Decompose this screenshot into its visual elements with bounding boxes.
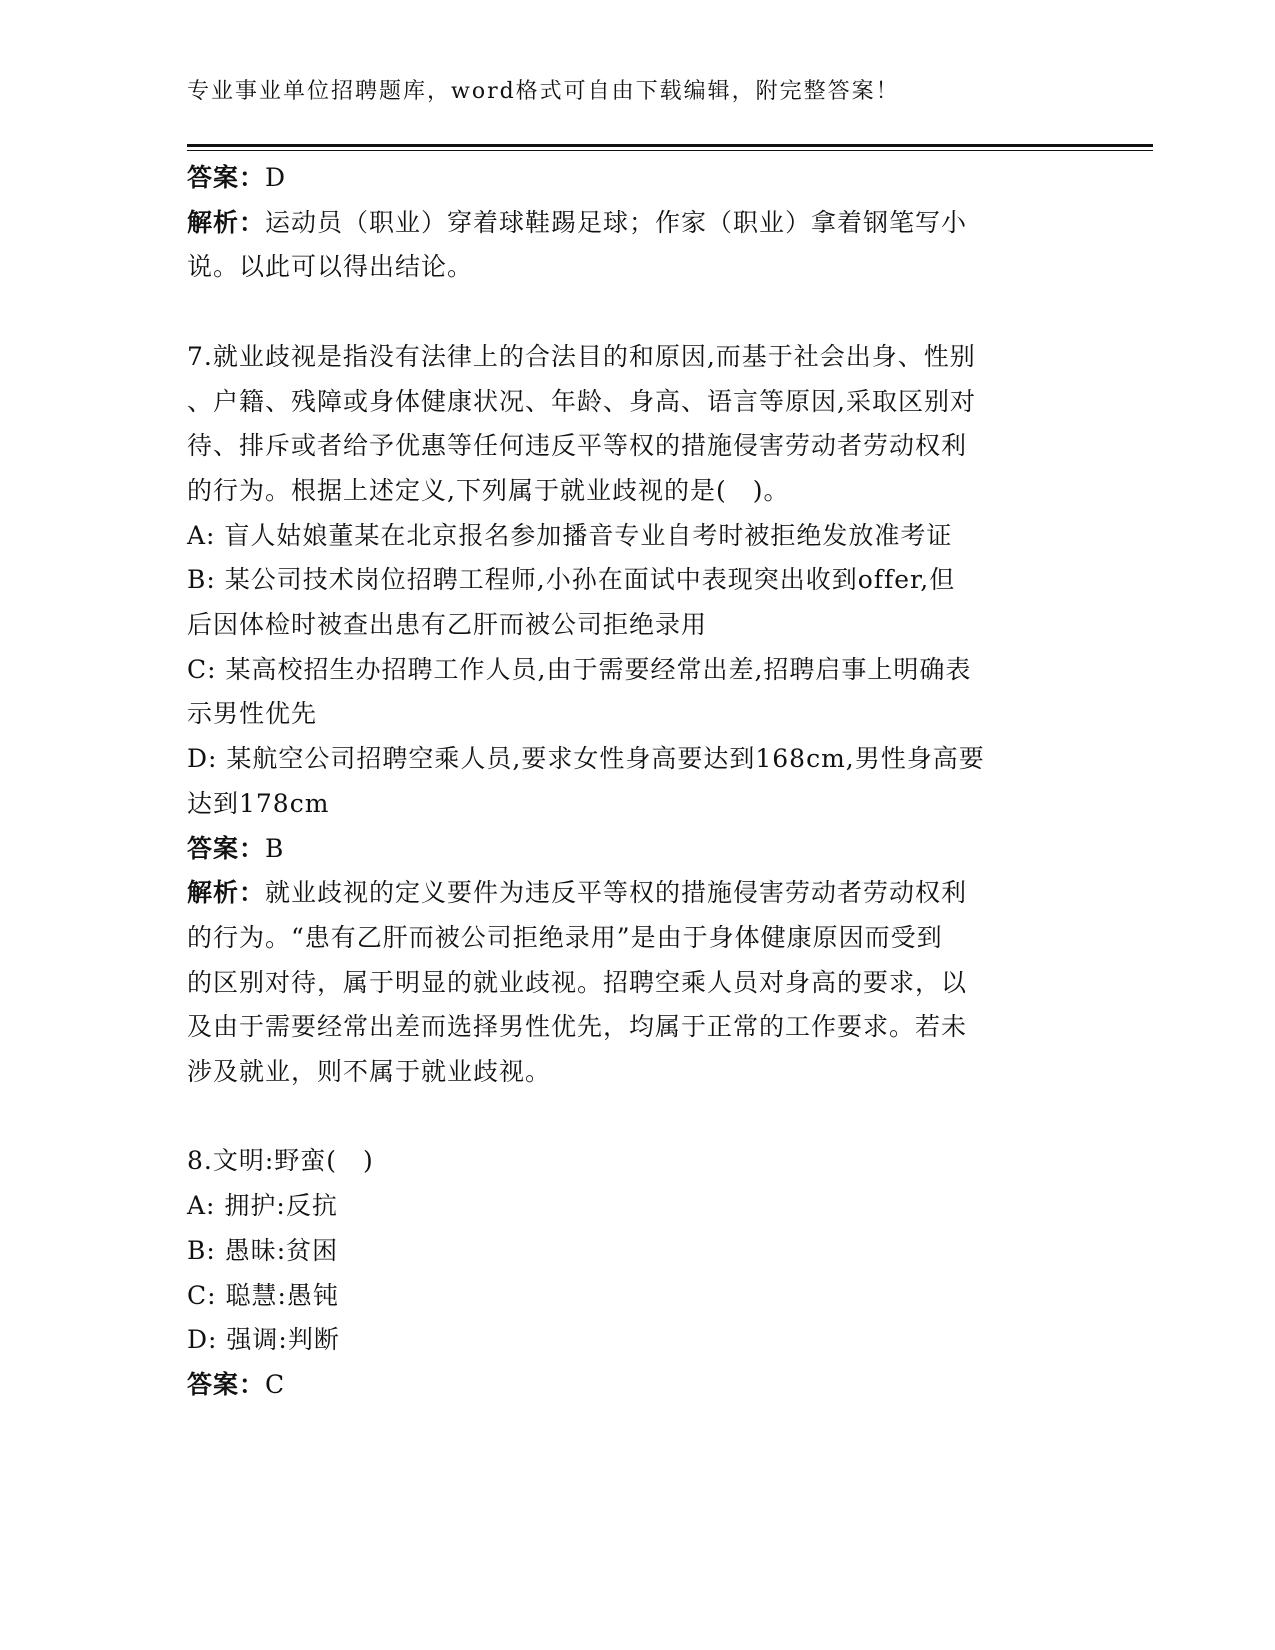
answer-label: 答案： [187,1369,266,1399]
prev-analysis [187,201,1067,246]
q8-option-c: C: 聪慧:愚钝 [187,1280,339,1310]
spacer [187,1095,1067,1140]
q8-stem: 8.文明:野蛮( ) [187,1146,374,1176]
q7-option-d-cont: 达到178cm [187,788,330,818]
answer-label: 答案： [187,833,266,863]
analysis-label: 解析： [187,207,266,237]
answer-label: 答案： [187,163,266,192]
answer-value: C [265,1369,286,1399]
analysis-text: 运动员（职业）穿着球鞋踢足球；作家（职业）拿着钢笔写小 [265,207,968,237]
q7-option-b: B: 某公司技术岗位招聘工程师,小孙在面试中表现突出收到offer,但 [187,565,956,595]
q7-answer [187,827,1067,872]
q7-option-c-cont: 示男性优先 [187,699,318,729]
q7-stem-line: 7.就业歧视是指没有法律上的合法目的和原因,而基于社会出身、性别 [187,341,976,371]
q7-stem-line: 待、排斥或者给予优惠等任何违反平等权的措施侵害劳动者劳动权利 [187,431,968,461]
q8-option-a: A: 拥护:反抗 [187,1191,338,1221]
q7-analysis [187,871,1067,916]
q8-answer [187,1363,1067,1408]
q8-option-b: B: 愚昧:贫困 [187,1235,339,1265]
analysis-text: 就业歧视的定义要件为违反平等权的措施侵害劳动者劳动权利 [265,878,968,908]
q8-option-d: D: 强调:判断 [187,1325,340,1355]
q7-analysis-line: 的行为。“患有乙肝而被公司拒绝录用”是由于身体健康原因而受到 [187,922,943,952]
analysis-label: 解析： [187,878,266,908]
q7-option-a: A: 盲人姑娘董某在北京报名参加播音专业自考时被拒绝发放准考证 [187,520,953,550]
q7-option-b-cont: 后因体检时被查出患有乙肝而被公司拒绝录用 [187,610,708,640]
header-rule-thick [187,144,1153,147]
q7-option-c: C: 某高校招生办招聘工作人员,由于需要经常出差,招聘启事上明确表 [187,654,972,684]
answer-value: D [265,163,287,192]
q7-analysis-line: 的区别对待，属于明显的就业歧视。招聘空乘人员对身高的要求，以 [187,967,968,997]
spacer [187,290,1067,335]
q7-analysis-line: 及由于需要经常出差而选择男性优先，均属于正常的工作要求。若未 [187,1012,968,1042]
q7-option-d: D: 某航空公司招聘空乘人员,要求女性身高要达到168cm,男性身高要 [187,744,985,774]
prev-answer [187,156,1067,201]
header-rule-thin [187,150,1153,151]
answer-value: B [265,833,285,863]
page-header: 专业事业单位招聘题库，word格式可自由下载编辑，附完整答案！ [187,79,900,104]
prev-analysis-line: 说。以此可以得出结论。 [187,252,474,282]
document-body [187,156,1067,1408]
q7-stem-line: 、户籍、残障或身体健康状况、年龄、身高、语言等原因,采取区别对 [187,386,976,416]
q7-analysis-line: 涉及就业，则不属于就业歧视。 [187,1057,552,1087]
q7-stem-line: 的行为。根据上述定义,下列属于就业歧视的是( )。 [187,475,790,505]
